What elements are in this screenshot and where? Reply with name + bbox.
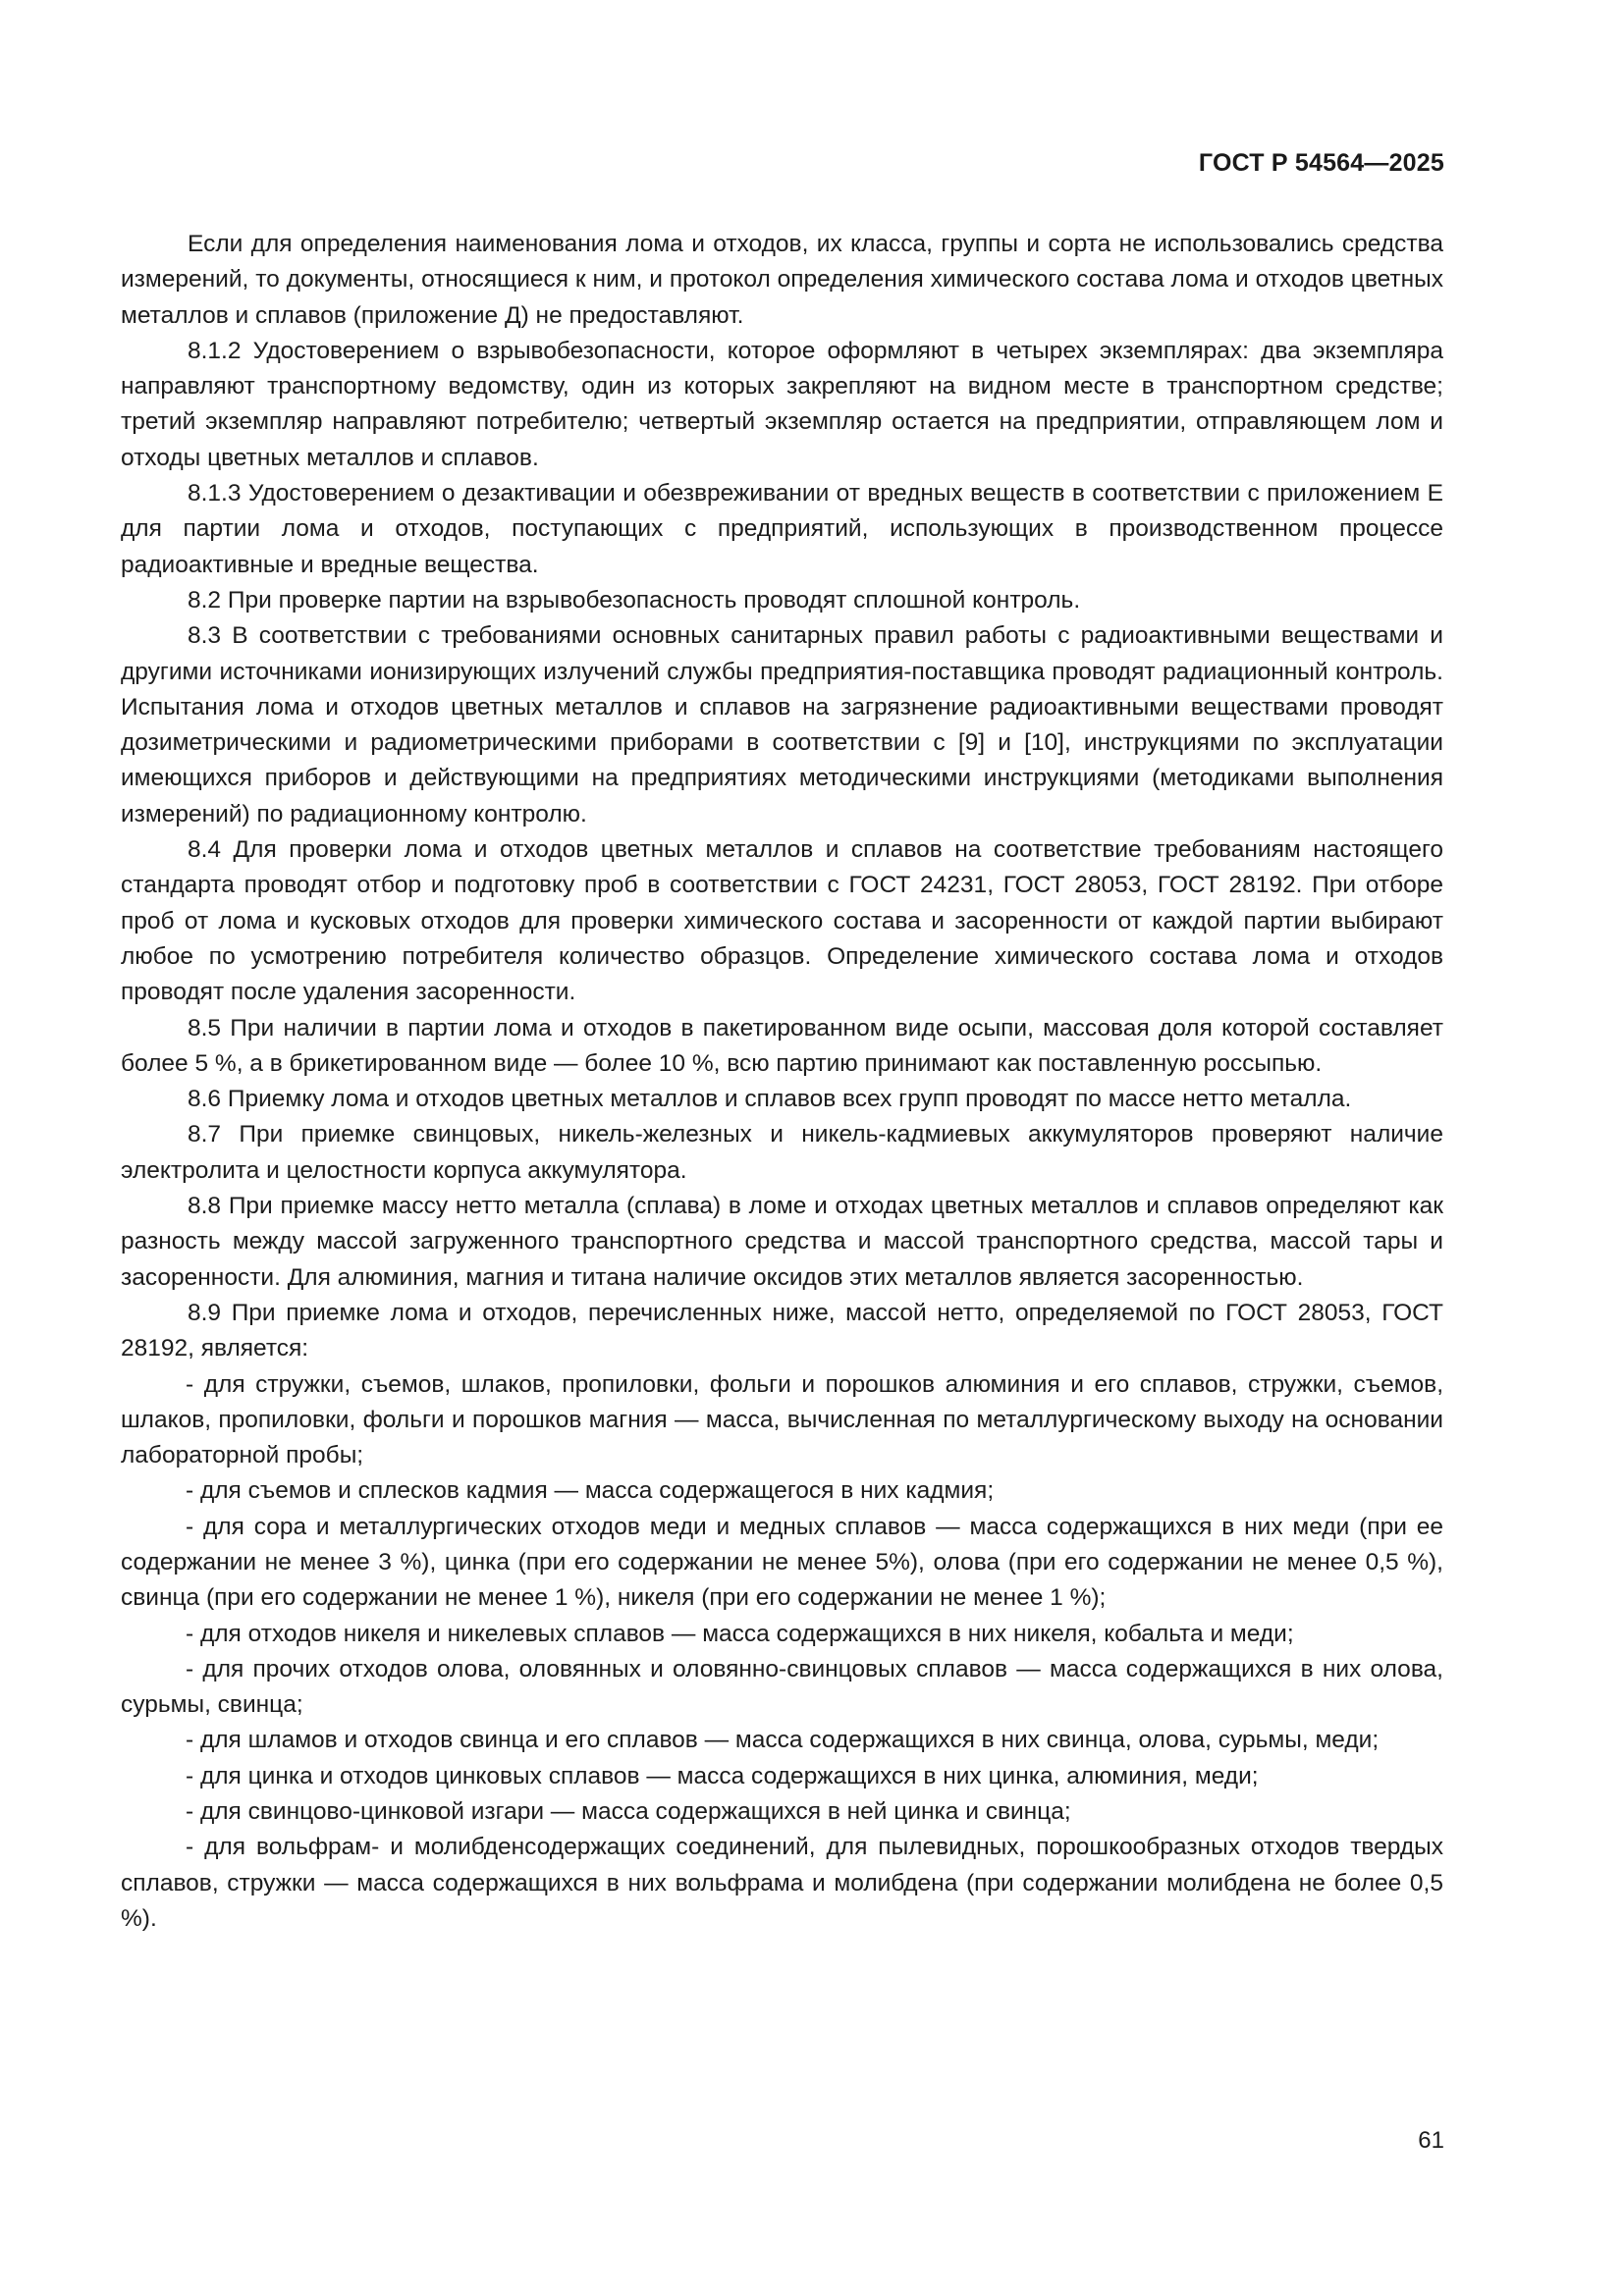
paragraph-intro: Если для определения наименования лома и отходов, их класса, группы и сорта не использовались средства измерений, то документы, относящиеся к ним, и протокол определения химического состава лома и отходов цветных металлов и сплавов (приложение Д) не предоставляют. <box>121 231 1443 329</box>
paragraph-8-1-3: 8.1.3 Удостоверением о дезактивации и обезвреживании от вредных веществ в соответствии с приложением Е для партии лома и отходов, поступающих с предприятий, использующих в производственном процессе радиоактивные и вредные вещества. <box>121 480 1443 578</box>
list-item: - для съемов и сплесков кадмия — масса содержащегося в них кадмия; <box>186 1477 995 1505</box>
list-item: - для шламов и отходов свинца и его сплавов — масса содержащихся в них свинца, олова, сурьмы, меди; <box>186 1727 1380 1754</box>
paragraph-8-6: 8.6 Приемку лома и отходов цветных металлов и сплавов всех групп проводят по массе нетто металла. <box>188 1086 1352 1113</box>
paragraph-8-4: 8.4 Для проверки лома и отходов цветных металлов и сплавов на соответствие требованиям настоящего стандарта проводят отбор и подготовку проб в соответствии с ГОСТ 24231, ГОСТ 28053, ГОСТ 28192. При отборе проб от лома и кусковых отходов для проверки химического состава и засоренности от каждой партии выбирают любое по усмотрению потребителя количество образцов. Определение химического состава лома и отходов проводят после удаления засоренности. <box>121 836 1443 1006</box>
list-item: - для цинка и отходов цинковых сплавов — масса содержащихся в них цинка, алюминия, меди; <box>186 1762 1259 1789</box>
list-item: - для стружки, съемов, шлаков, пропиловки, фольги и порошков алюминия и его сплавов, стружки, съемов, шлаков, пропиловки, фольги и порошков магния — масса, вычисленная по металлургическому выходу на основании лабораторной пробы; <box>121 1370 1443 1469</box>
page-number: 61 <box>1418 2127 1444 2154</box>
paragraph-8-2: 8.2 При проверке партии на взрывобезопасность проводят сплошной контроль. <box>188 586 1081 614</box>
list-item: - для свинцово-цинковой изгари — масса содержащихся в ней цинка и свинца; <box>186 1798 1071 1826</box>
paragraph-8-7: 8.7 При приемке свинцовых, никель-железных и никель-кадмиевых аккумуляторов проверяют наличие электролита и целостности корпуса аккумулятора. <box>121 1121 1443 1184</box>
document-body <box>121 227 1443 1937</box>
list-item: - для вольфрам- и молибденсодержащих соединений, для пылевидных, порошкообразных отходов твердых сплавов, стружки — масса содержащихся в них вольфрама и молибдена (при содержании молибдена не более 0,5 %). <box>121 1834 1443 1932</box>
paragraph-8-5: 8.5 При наличии в партии лома и отходов в пакетированном виде осыпи, массовая доля которой составляет более 5 %, а в брикетированном виде — более 10 %, всю партию принимают как поставленную россыпью. <box>121 1014 1443 1077</box>
paragraph-8-8: 8.8 При приемке массу нетто металла (сплава) в ломе и отходах цветных металлов и сплавов определяют как разность между массой загруженного транспортного средства и массой транспортного средства, массой тары и засоренности. Для алюминия, магния и титана наличие оксидов этих металлов является засоренностью. <box>121 1193 1443 1291</box>
paragraph-8-1-2: 8.1.2 Удостоверением о взрывобезопасности, которое оформляют в четырех экземплярах: два экземпляра направляют транспортному ведомству, один из которых закрепляют на видном месте в транспортном средстве; третий экземпляр направляют потребителю; четвертый экземпляр остается на предприятии, отправляющем лом и отходы цветных металлов и сплавов. <box>121 337 1443 471</box>
document-code-header: ГОСТ Р 54564—2025 <box>1198 149 1444 177</box>
list-item: - для прочих отходов олова, оловянных и оловянно-свинцовых сплавов — масса содержащихся в них олова, сурьмы, свинца; <box>121 1655 1443 1719</box>
list-item: - для сора и металлургических отходов меди и медных сплавов — масса содержащихся в них меди (при ее содержании не менее 3 %), цинка (при его содержании не менее 5%), олова (при его содержании не менее 0,5 %), свинца (при его содержании не менее 1 %), никеля (при его содержании не менее 1 %); <box>121 1513 1443 1612</box>
list-item: - для отходов никеля и никелевых сплавов — масса содержащихся в них никеля, кобальта и меди; <box>186 1620 1294 1647</box>
paragraph-8-3: 8.3 В соответствии с требованиями основных санитарных правил работы с радиоактивными веществами и другими источниками ионизирующих излучений службы предприятия-поставщика проводят радиационный контроль. Испытания лома и отходов цветных металлов и сплавов на загрязнение радиоактивными веществами проводят дозиметрическими и радиометрическими приборами в соответствии с [9] и [10], инструкциями по эксплуатации имеющихся приборов и действующими на предприятиях методическими инструкциями (методиками выполнения измерений) по радиационному контролю. <box>121 622 1443 828</box>
paragraph-8-9: 8.9 При приемке лома и отходов, перечисленных ниже, массой нетто, определяемой по ГОСТ 28053, ГОСТ 28192, является: <box>121 1299 1443 1362</box>
